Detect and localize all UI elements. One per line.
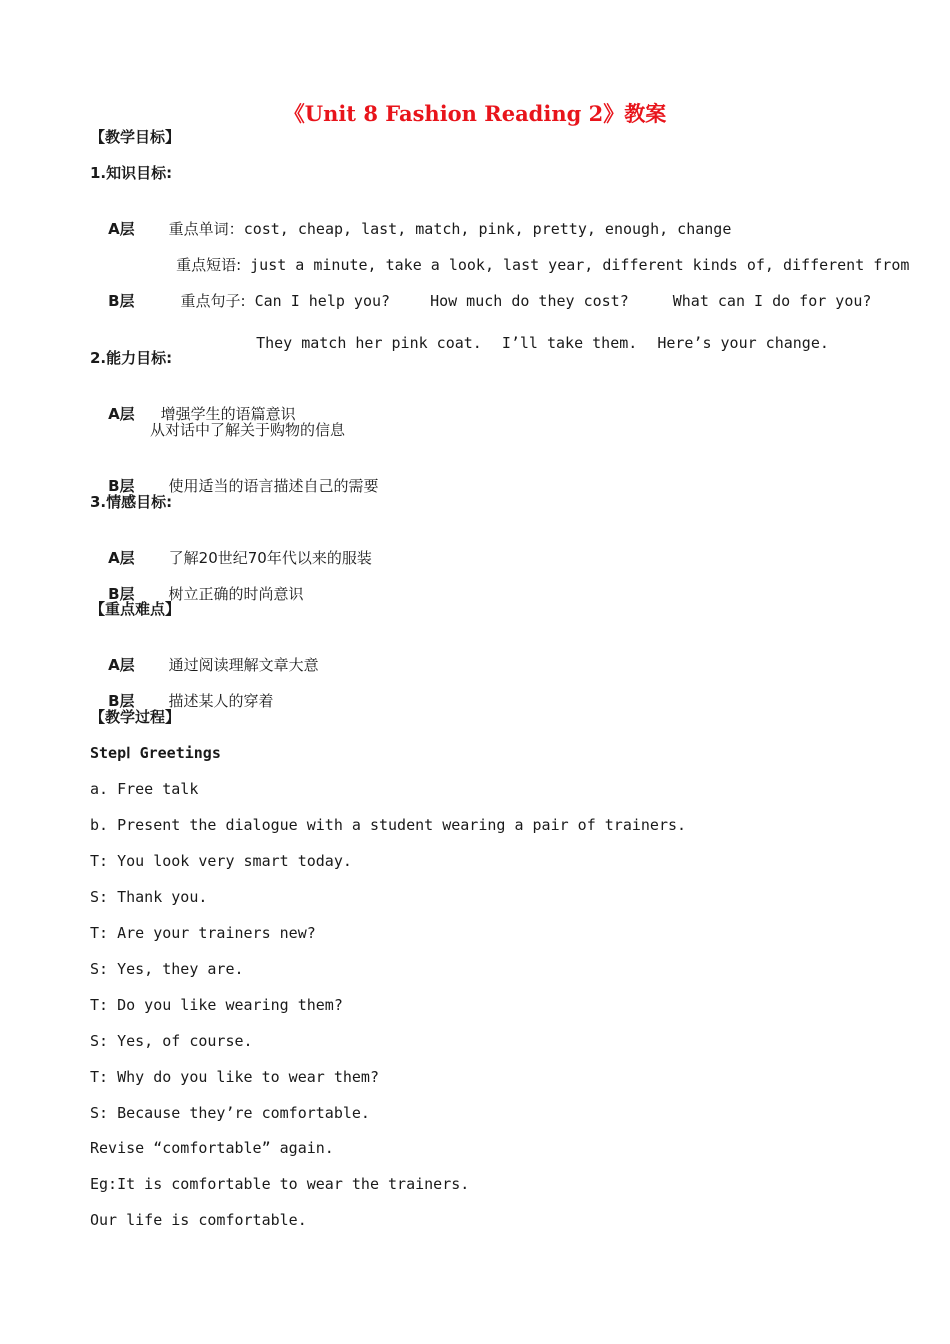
- phrases-list: just a minute, take a look, last year, different kinds of, different from: [250, 256, 910, 274]
- step-heading: StepⅠ Greetings: [90, 744, 221, 762]
- dialogue-line: a. Free talk: [90, 780, 199, 798]
- dialogue-line: T: You look very smart today.: [90, 852, 352, 870]
- knowledge-heading: 1.知识目标:: [90, 164, 173, 182]
- dialogue-line: b. Present the dialogue with a student wearing a pair of trainers.: [90, 816, 687, 834]
- level-label: B层: [108, 585, 135, 603]
- sentence-label: 重点句子:: [180, 292, 246, 310]
- emotion-a-row: [90, 528, 372, 568]
- level-label: B层: [108, 292, 135, 310]
- sentence: They match her pink coat.: [256, 334, 482, 352]
- sentence: What can I do for you?: [672, 292, 872, 310]
- emotion-b-row: [90, 564, 304, 604]
- sentence: Can I help you?: [254, 292, 391, 310]
- level-label: A层: [108, 549, 135, 567]
- difficulty-a-row: [90, 635, 319, 675]
- dialogue-line: T: Are your trainers new?: [90, 924, 316, 942]
- knowledge-phrases-row: [158, 235, 909, 275]
- phrases-label: 重点短语:: [176, 256, 242, 274]
- difficulty-b-row: [90, 671, 274, 711]
- keyword-label: 重点单词：: [168, 220, 244, 238]
- key-points-heading: 【重点难点】: [90, 600, 181, 618]
- keyword-list: cost, cheap, last, match, pink, pretty, enough, change: [243, 220, 732, 238]
- emotion-heading: 3.情感目标:: [90, 493, 173, 511]
- level-label: A层: [108, 220, 135, 238]
- sentence: I’ll take them.: [501, 334, 638, 352]
- dialogue-line: Eg:It is comfortable to wear the trainers.: [90, 1175, 470, 1193]
- ability-text: 从对话中了解关于购物的信息: [150, 421, 346, 439]
- difficulty-text: 通过阅读理解文章大意: [168, 656, 319, 674]
- dialogue-line: Our life is comfortable.: [90, 1211, 307, 1229]
- sentence: Here’s your change.: [657, 334, 829, 352]
- level-label: B层: [108, 692, 135, 710]
- sentence: How much do they cost?: [430, 292, 629, 310]
- dialogue-line: S: Because they’re comfortable.: [90, 1104, 370, 1122]
- ability-heading: 2.能力目标:: [90, 349, 173, 367]
- ability-text: 增强学生的语篇意识: [160, 405, 296, 423]
- emotion-text: 树立正确的时尚意识: [168, 585, 304, 603]
- ability-a-row: [90, 384, 296, 424]
- dialogue-line: S: Yes, of course.: [90, 1032, 253, 1050]
- ability-b-row: [90, 456, 379, 496]
- dialogue-line: T: Do you like wearing them?: [90, 996, 343, 1014]
- process-heading: 【教学过程】: [90, 708, 181, 726]
- level-label: A层: [108, 656, 135, 674]
- level-label: B层: [108, 477, 135, 495]
- document-title: 《Unit 8 Fashion Reading 2》教案: [283, 101, 667, 126]
- dialogue-line: S: Yes, they are.: [90, 960, 244, 978]
- dialogue-line: S: Thank you.: [90, 888, 208, 906]
- difficulty-text: 描述某人的穿着: [168, 692, 274, 710]
- knowledge-a-row: [90, 199, 731, 239]
- emotion-text: 了解20世纪70年代以来的服装: [168, 549, 372, 567]
- knowledge-b-row: [90, 271, 871, 311]
- dialogue-line: T: Why do you like to wear them?: [90, 1068, 379, 1086]
- ability-text: 使用适当的语言描述自己的需要: [168, 477, 379, 495]
- dialogue-line: Revise “comfortable” again.: [90, 1139, 334, 1157]
- objectives-heading: 【教学目标】: [90, 128, 181, 146]
- level-label: A层: [108, 405, 135, 423]
- knowledge-b-row-2: [238, 313, 829, 353]
